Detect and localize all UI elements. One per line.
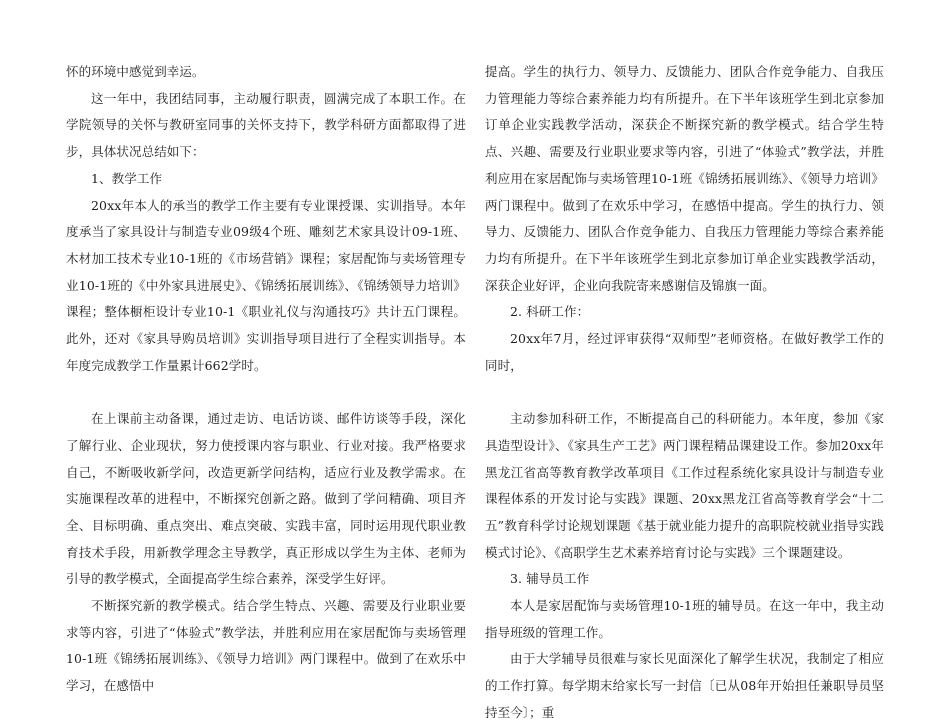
paragraph: 这一年中，我团结同事，主动履行职责，圆满完成了本职工作。在学院领导的关怀与教研室同事的关怀支持下，教学科研方面都取得了进步，具体状况总结如下： — [66, 90, 466, 160]
paragraph: 由于大学辅导员很难与家长见面深化了解学生状况，我制定了相应的工作打算。每学期末给家长写一封信〔已从08年开始担任兼职导员坚持至今〕；重 — [485, 651, 884, 720]
right-column — [485, 59, 884, 727]
section-heading-teaching: 1、教学工作 — [91, 170, 163, 186]
section-heading-research: 2. 科研工作： — [510, 304, 590, 320]
section-heading-counselor: 3. 辅导员工作 — [510, 571, 590, 587]
blank-line — [485, 379, 884, 406]
left-column — [66, 59, 466, 700]
paragraph: 提高。学生的执行力、领导力、反馈能力、团队合作竞争能力、自我压力管理能力等综合素养能力均有所提升。在下半年该班学生到北京参加订单企业实践教学活动，深获企不断探究新的教学模式。结合学生特点、兴趣、需要及行业职业要求等内容，引进了“体验式”教学法，并胜利应用在家居配饰与卖场管理10-1班《锦绣拓展训练》、《领导力培训》两门课程中。做到了在欢乐中学习，在感悟中提高。学生的执行力、领导力、反馈能力、团队合作竞争能力、自我压力管理能力等综合素养能力均有所提升。在下半年该班学生到北京参加订单企业实践教学活动，深获企业好评，企业向我院寄来感谢信及锦旗一面。 — [485, 64, 884, 293]
blank-line — [66, 379, 466, 406]
paragraph: 怀的环境中感觉到幸运。 — [66, 64, 205, 79]
paragraph: 20xx年7月，经过评审获得“双师型”老师资格。在做好教学工作的同时， — [485, 331, 884, 373]
paragraph: 20xx年本人的承当的教学工作主要有专业课授课、实训指导。本年度承当了家具设计与制造专业09级4个班、雕刻艺术家具设计09-1班、木材加工技术专业10-1班的《市场营销》课程；家居配饰与卖场管理专业10-1班的《中外家具进展史》、《锦绣拓展训练》、《锦绣领导力培训》课程；整体橱柜设计专业10-1《职业礼仪与沟通技巧》共计五门课程。此外，还对《家具导购员培训》实训指导项目进行了全程实训指导。本年度完成教学工作量累计662学时。 — [66, 197, 466, 373]
paragraph: 不断探究新的教学模式。结合学生特点、兴趣、需要及行业职业要求等内容，引进了“体验式”教学法，并胜利应用在家居配饰与卖场管理10-1班《锦绣拓展训练》、《领导力培训》两门课程中。做到了在欢乐中学习，在感悟中 — [66, 598, 466, 694]
paragraph: 在上课前主动备课，通过走访、电话访谈、邮件访谈等手段，深化了解行业、企业现状，努力使授课内容与职业、行业对接。我严格要求自己，不断吸收新学问，改造更新学问结构，适应行业及教学需求。在实施课程改革的进程中，不断探究创新之路。做到了学问精确、项目齐全、目标明确、重点突出、难点突破、实践丰富，同时运用现代职业教育技术手段，用新教学理念主导教学，真正形成以学生为主体、老师为引导的教学模式，全面提高学生综合素养，深受学生好评。 — [66, 411, 466, 587]
paragraph: 主动参加科研工作，不断提高自己的科研能力。本年度，参加《家具造型设计》、《家具生产工艺》两门课程精品课建设工作。参加20xx年黑龙江省高等教育教学改革项目《工作过程系统化家具设计与制造专业课程体系的开发讨论与实践》课题、20xx黑龙江省高等教育学会“十二五”教育科学讨论规划课题《基于就业能力提升的高职院校就业指导实践模式讨论》、《高职学生艺术素养培育讨论与实践》三个课题建设。 — [485, 411, 884, 560]
paragraph: 本人是家居配饰与卖场管理10-1班的辅导员。在这一年中，我主动指导班级的管理工作。 — [485, 598, 884, 640]
